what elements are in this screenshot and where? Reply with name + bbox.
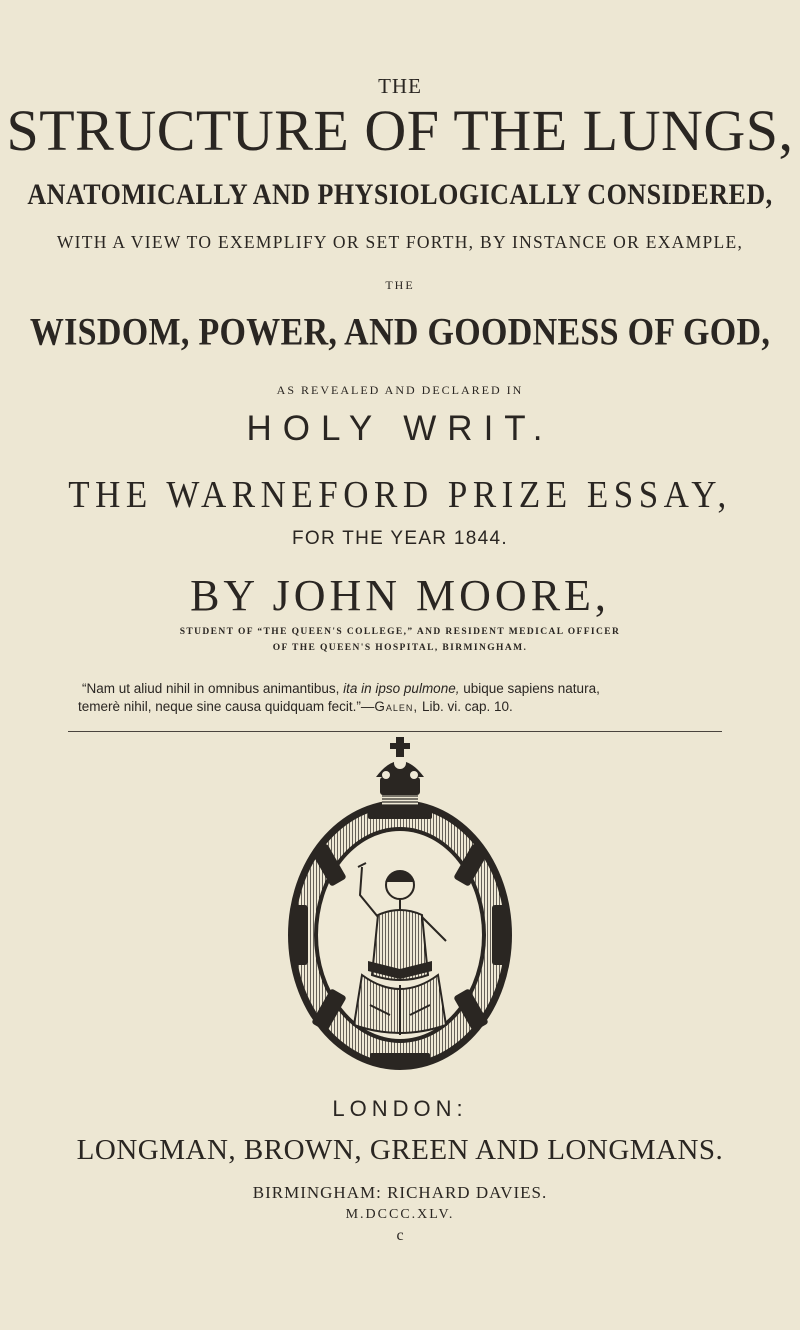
imprint-date: M.DCCC.XLV. <box>345 1207 455 1222</box>
prize-year: FOR THE YEAR 1844. <box>292 528 508 549</box>
epigraph-author: Galen, <box>374 699 419 714</box>
divider-rule <box>68 731 722 732</box>
epigraph-line-2: temerè nihil, neque sine causa quidquam fecit.”—Galen, Lib. vi. cap. 10. <box>78 699 513 714</box>
author-description-1: STUDENT OF “THE QUEEN'S COLLEGE,” AND RESIDENT MEDICAL OFFICER <box>179 627 621 637</box>
imprint-place: LONDON: <box>332 1096 468 1121</box>
subtitle-with-view: WITH A VIEW TO EXEMPLIFY OR SET FORTH, BY INSTANCE OR EXAMPLE, <box>56 232 744 252</box>
revealed-line: AS REVEALED AND DECLARED IN <box>276 383 524 397</box>
imprint-printer: BIRMINGHAM: RICHARD DAVIES. <box>252 1183 548 1202</box>
epigraph-line-1: “Nam ut aliud nihil in omnibus animantibus, ita in ipso pulmone, ubique sapiens natura, <box>82 681 600 696</box>
author-name: BY JOHN MOORE, <box>190 571 610 620</box>
queens-college-seal-icon <box>250 735 550 1075</box>
subtitle: ANATOMICALLY AND PHYSIOLOGICALLY CONSIDERED, <box>27 178 773 211</box>
middle-article: THE <box>385 278 415 292</box>
main-title: STRUCTURE OF THE LUNGS, <box>6 98 794 163</box>
title-article: THE <box>378 74 422 98</box>
imprint-publishers: LONGMAN, BROWN, GREEN AND LONGMANS. <box>76 1134 724 1166</box>
epigraph <box>78 680 722 716</box>
signature-mark: c <box>396 1227 404 1244</box>
holy-writ: HOLY WRIT. <box>246 409 554 448</box>
wisdom-line: WISDOM, POWER, AND GOODNESS OF GOD, <box>29 311 771 354</box>
prize-essay-title: THE WARNEFORD PRIZE ESSAY, <box>68 474 732 516</box>
author-description-2: OF THE QUEEN'S HOSPITAL, BIRMINGHAM. <box>272 643 528 653</box>
